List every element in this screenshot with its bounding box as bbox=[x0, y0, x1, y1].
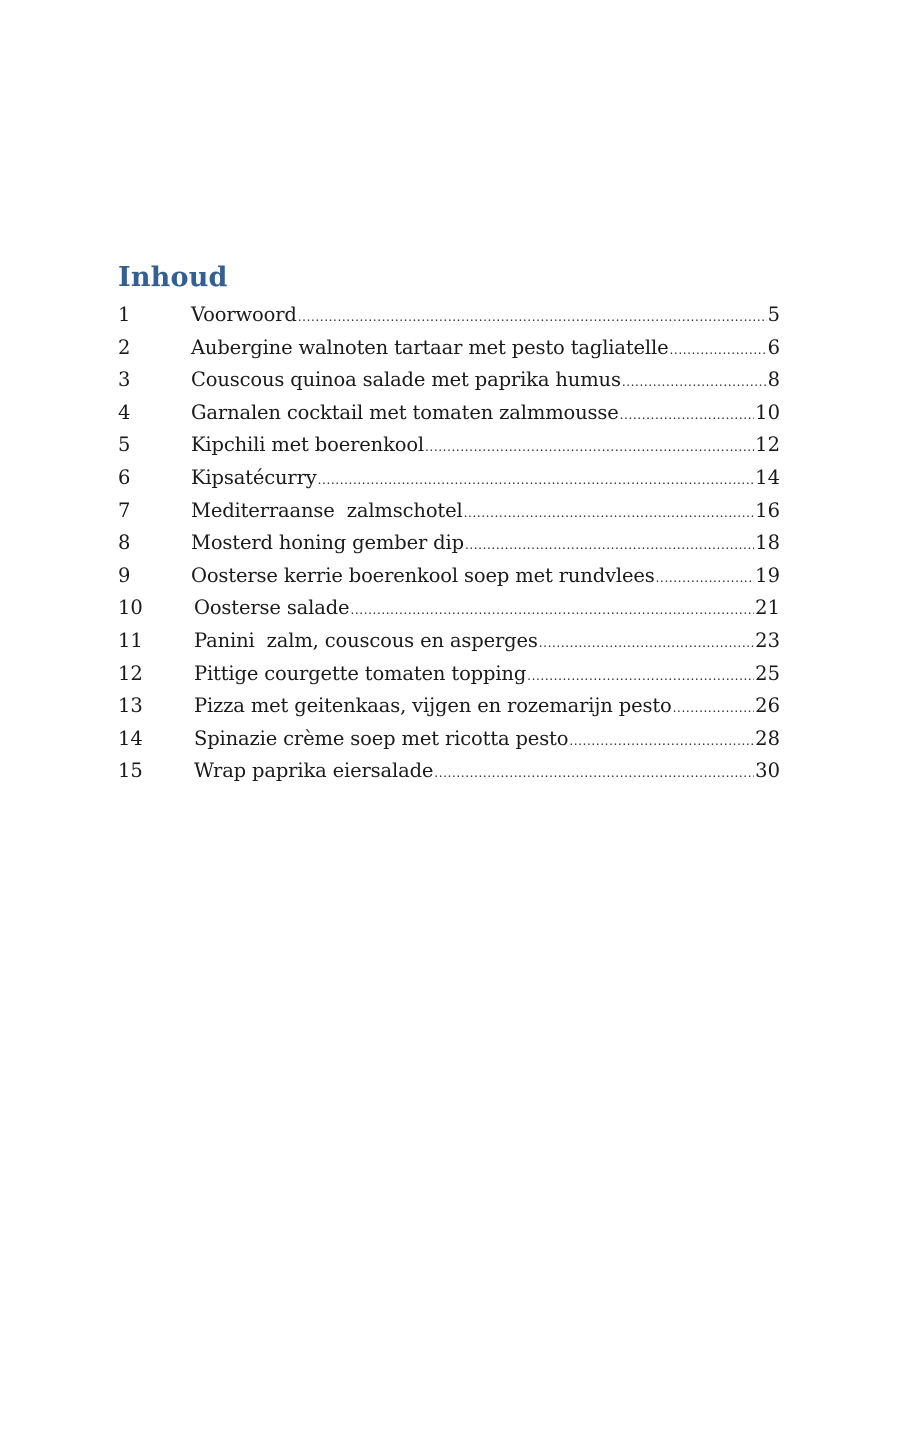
toc-entry[interactable] bbox=[118, 397, 780, 430]
toc-entry-title: Mosterd honing gember dip bbox=[191, 531, 464, 555]
toc-dot-leader bbox=[620, 399, 755, 432]
toc-entry-title: Voorwoord bbox=[191, 303, 297, 326]
toc-entry-page: 19 bbox=[755, 563, 780, 587]
toc-entry-page: 23 bbox=[755, 628, 780, 652]
table-of-contents bbox=[118, 258, 780, 788]
toc-entry-page: 8 bbox=[767, 368, 780, 392]
toc-entry[interactable] bbox=[118, 332, 780, 365]
toc-dot-leader bbox=[622, 366, 767, 399]
toc-entry[interactable] bbox=[118, 723, 780, 756]
toc-entry-title: Spinazie crème soep met ricotta pesto bbox=[194, 726, 569, 750]
toc-entry-title: Couscous quinoa salade met paprika humus bbox=[191, 368, 621, 392]
toc-entry-page: 12 bbox=[755, 433, 780, 457]
toc-entry-page: 28 bbox=[755, 726, 780, 750]
toc-entry-page: 6 bbox=[767, 335, 780, 359]
toc-entry-number: 11 bbox=[118, 628, 143, 652]
toc-entry-number: 3 bbox=[118, 368, 131, 392]
toc-entry[interactable] bbox=[118, 658, 780, 691]
toc-entry-number: 9 bbox=[118, 563, 131, 587]
toc-entry-page: 26 bbox=[755, 694, 780, 718]
toc-dot-leader bbox=[569, 725, 754, 758]
toc-entry-number: 4 bbox=[118, 400, 131, 424]
toc-dot-leader bbox=[673, 692, 755, 725]
toc-list bbox=[118, 299, 780, 788]
toc-entry-title: Mediterraanse zalmschotel bbox=[191, 498, 463, 522]
toc-dot-leader bbox=[465, 529, 754, 562]
toc-entry-page: 5 bbox=[767, 303, 780, 326]
toc-dot-leader bbox=[318, 464, 755, 497]
toc-entry-title: Kipsatécurry bbox=[191, 465, 317, 489]
toc-entry[interactable] bbox=[118, 299, 780, 332]
toc-entry-page: 16 bbox=[755, 498, 780, 522]
toc-dot-leader bbox=[669, 334, 766, 367]
toc-entry-title: Pizza met geitenkaas, vijgen en rozemarijn pesto bbox=[194, 694, 672, 718]
toc-entry[interactable] bbox=[118, 755, 780, 788]
toc-entry-title: Wrap paprika eiersalade bbox=[194, 759, 434, 783]
toc-dot-leader bbox=[434, 757, 754, 790]
toc-entry-page: 21 bbox=[755, 596, 780, 620]
toc-entry[interactable] bbox=[118, 625, 780, 658]
toc-entry-page: 10 bbox=[755, 400, 780, 424]
toc-entry-title: Panini zalm, couscous en asperges bbox=[194, 628, 538, 652]
toc-entry-number: 6 bbox=[118, 465, 131, 489]
toc-entry-number: 2 bbox=[118, 335, 131, 359]
toc-entry[interactable] bbox=[118, 495, 780, 528]
toc-dot-leader bbox=[527, 660, 754, 693]
toc-entry-number: 12 bbox=[118, 661, 143, 685]
toc-entry-number: 8 bbox=[118, 531, 131, 555]
toc-entry-number: 5 bbox=[118, 433, 131, 457]
toc-entry-number: 7 bbox=[118, 498, 131, 522]
toc-entry-page: 30 bbox=[755, 759, 780, 783]
toc-entry-title: Oosterse salade bbox=[194, 596, 350, 620]
toc-entry-page: 25 bbox=[755, 661, 780, 685]
toc-entry[interactable] bbox=[118, 592, 780, 625]
toc-entry-page: 18 bbox=[755, 531, 780, 555]
toc-entry-title: Aubergine walnoten tartaar met pesto tagliatelle bbox=[191, 335, 669, 359]
toc-entry-number: 13 bbox=[118, 694, 143, 718]
toc-entry-title: Garnalen cocktail met tomaten zalmmousse bbox=[191, 400, 619, 424]
toc-dot-leader bbox=[350, 594, 754, 627]
toc-dot-leader bbox=[298, 301, 767, 334]
toc-dot-leader bbox=[656, 562, 755, 595]
toc-entry-page: 14 bbox=[755, 465, 780, 489]
toc-entry[interactable] bbox=[118, 364, 780, 397]
toc-entry-title: Pittige courgette tomaten topping bbox=[194, 661, 527, 685]
toc-entry[interactable] bbox=[118, 462, 780, 495]
toc-dot-leader bbox=[464, 497, 755, 530]
toc-entry-title: Oosterse kerrie boerenkool soep met rundvlees bbox=[191, 563, 655, 587]
toc-entry-title: Kipchili met boerenkool bbox=[191, 433, 425, 457]
toc-entry-number: 14 bbox=[118, 726, 143, 750]
toc-entry-number: 10 bbox=[118, 596, 143, 620]
toc-entry[interactable] bbox=[118, 527, 780, 560]
toc-dot-leader bbox=[539, 627, 754, 660]
toc-dot-leader bbox=[425, 431, 754, 464]
toc-entry[interactable] bbox=[118, 560, 780, 593]
toc-title: Inhoud bbox=[118, 262, 228, 293]
toc-entry-number: 15 bbox=[118, 759, 143, 783]
toc-entry-number: 1 bbox=[118, 303, 131, 326]
toc-entry[interactable] bbox=[118, 690, 780, 723]
toc-entry[interactable] bbox=[118, 429, 780, 462]
